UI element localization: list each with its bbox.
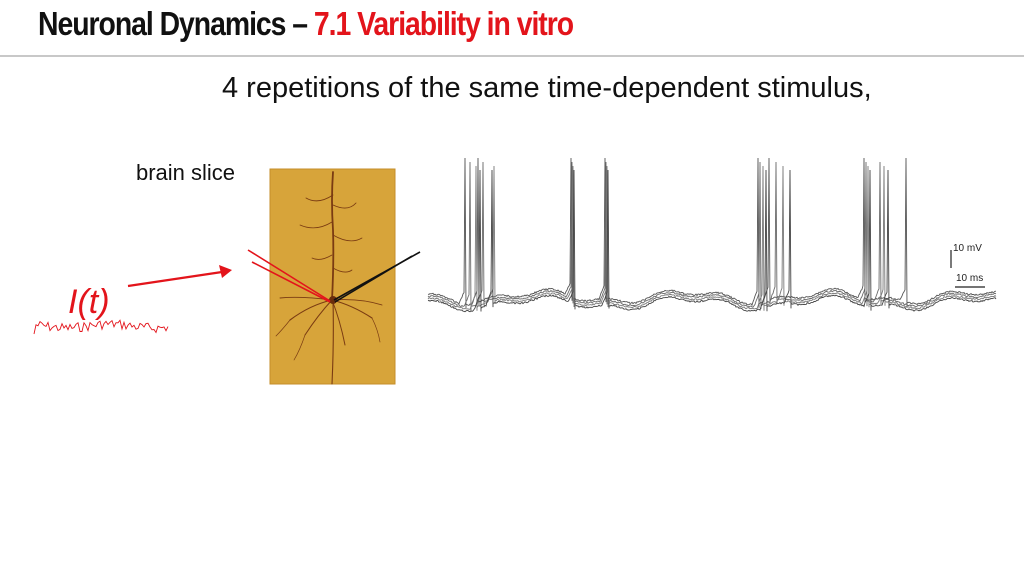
voltage-scale-label: 10 mV [953, 243, 982, 254]
stimulus-current-trace [34, 320, 168, 334]
brain-slice-label: brain slice [136, 160, 236, 185]
membrane-trace-3 [428, 166, 996, 311]
title-main: Neuronal Dynamics [38, 5, 286, 42]
time-scale-label: 10 ms [956, 273, 984, 284]
membrane-trace-4 [428, 170, 996, 312]
membrane-trace-1 [428, 158, 996, 308]
title-subtopic: 7.1 Variability in vitro [313, 5, 574, 42]
slide-subtitle: 4 repetitions of the same time-dependent stimulus, [222, 72, 872, 104]
membrane-trace-2 [428, 162, 996, 311]
membrane-potential-traces [428, 158, 996, 312]
title-separator: – [285, 5, 314, 42]
stimulus-label: I(t) [68, 283, 110, 321]
stimulus-arrow [128, 265, 232, 286]
